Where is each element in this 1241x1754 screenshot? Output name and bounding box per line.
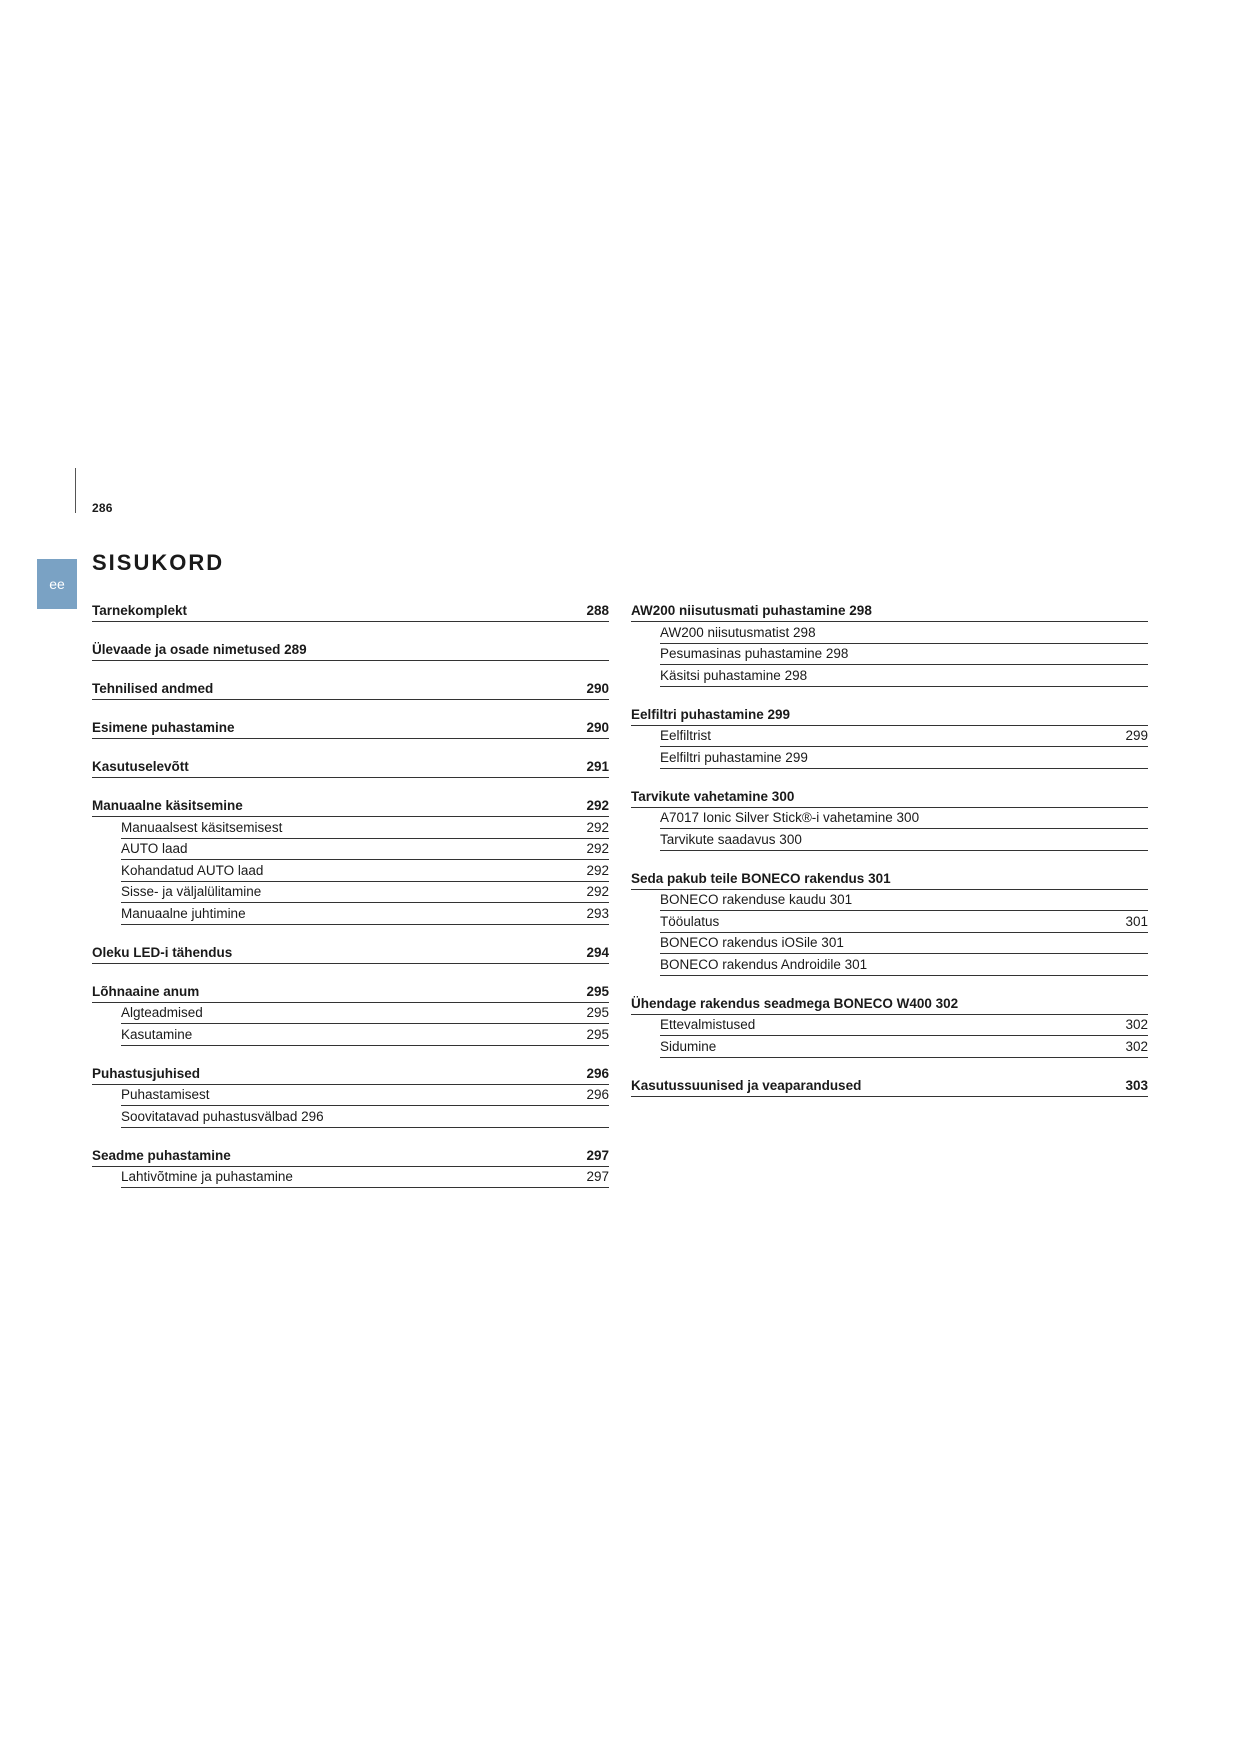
toc-subentry[interactable]: [121, 839, 609, 861]
toc-entry-title: Seda pakub teile BONECO rakendus 301: [631, 870, 891, 886]
toc-entry-title: Tehnilised andmed: [92, 681, 214, 696]
toc-entry-page: 291: [586, 759, 609, 774]
toc-subentry[interactable]: [660, 933, 1148, 955]
toc-entry[interactable]: [92, 942, 609, 964]
toc-entry-page: 294: [586, 944, 609, 960]
toc-entry-title: Tarnekomplekt: [92, 603, 188, 618]
toc-subentry-page: 292: [586, 884, 609, 899]
toc-subentry-title: A7017 Ionic Silver Stick®-i vahetamine 300: [660, 810, 920, 825]
toc-subentry-page: 302: [1125, 1038, 1148, 1054]
toc-subentry-title: Tööulatus: [660, 913, 720, 929]
toc-subentry-page: 295: [586, 1026, 609, 1042]
toc-subentry-title: Algteadmised: [121, 1005, 203, 1020]
toc-section: [92, 678, 609, 700]
toc-subentry[interactable]: [121, 1085, 609, 1107]
toc-entry-page: 297: [586, 1147, 609, 1163]
toc-subentry-title: Kasutamine: [121, 1026, 193, 1042]
toc-section: [92, 756, 609, 778]
toc-entry-title: Tarvikute vahetamine 300: [631, 788, 795, 804]
toc-entry-page: 288: [586, 603, 609, 618]
toc-section: [92, 981, 609, 1046]
page-title: SISUKORD: [92, 550, 225, 575]
toc-subentry[interactable]: [121, 817, 609, 839]
toc-subentry-title: Ettevalmistused: [660, 1017, 756, 1032]
toc-subentry-title: Manuaalne juhtimine: [121, 905, 246, 921]
toc-subentry-title: BONECO rakendus iOSile 301: [660, 935, 844, 950]
language-tab: [37, 559, 77, 609]
toc-subentry-page: 292: [586, 819, 609, 835]
toc-entry-title: Manuaalne käsitsemine: [92, 798, 243, 813]
toc-entry-page: 290: [586, 720, 609, 735]
toc-entry-title: Oleku LED-i tähendus: [92, 944, 233, 960]
toc-subentry-page: 292: [586, 862, 609, 878]
toc-subentry[interactable]: [121, 860, 609, 882]
toc-subentry-title: Eelfiltrist: [660, 728, 712, 743]
toc-subentry-page: 297: [586, 1169, 609, 1184]
toc-subentry-title: BONECO rakendus Androidile 301: [660, 956, 868, 972]
toc-subentry-title: Puhastamisest: [121, 1087, 210, 1102]
toc-entry[interactable]: [631, 600, 1148, 622]
toc-section: [92, 1145, 609, 1189]
toc-entry[interactable]: [92, 678, 609, 700]
toc-section: [631, 993, 1148, 1058]
toc-entry[interactable]: [92, 1063, 609, 1085]
toc-entry-title: Ühendage rakendus seadmega BONECO W400 302: [631, 995, 959, 1011]
toc-entry[interactable]: [92, 639, 609, 661]
toc-subentry-page: 296: [586, 1087, 609, 1102]
toc-entry[interactable]: [92, 1145, 609, 1167]
toc-entry[interactable]: [92, 717, 609, 739]
toc-entry-page: 292: [586, 798, 609, 813]
toc-subentry[interactable]: [660, 726, 1148, 748]
language-label: ee: [49, 576, 65, 592]
toc-entry-title: Ülevaade ja osade nimetused 289: [92, 642, 307, 657]
toc-subentry[interactable]: [660, 644, 1148, 666]
page-margin-rule: [75, 468, 76, 513]
toc-subentry[interactable]: [660, 829, 1148, 851]
toc-subentry[interactable]: [660, 1015, 1148, 1037]
toc-entry-title: Puhastusjuhised: [92, 1065, 201, 1081]
toc-section: [92, 942, 609, 964]
toc-subentry-page: 292: [586, 841, 609, 856]
toc-subentry-title: Soovitatavad puhastusvälbad 296: [121, 1108, 324, 1124]
toc-entry-page: 296: [586, 1065, 609, 1081]
toc-subentry[interactable]: [660, 808, 1148, 830]
toc-section: [92, 795, 609, 925]
toc-section: [631, 1075, 1148, 1097]
page-number: 286: [92, 501, 113, 515]
toc-section: [631, 600, 1148, 687]
toc-entry-title: Esimene puhastamine: [92, 720, 235, 735]
toc-entry[interactable]: [92, 981, 609, 1003]
toc-subentry-page: 293: [586, 905, 609, 921]
toc-subentry-title: Kohandatud AUTO laad: [121, 862, 264, 878]
toc-subentry-title: Sidumine: [660, 1038, 717, 1054]
toc-subentry-title: AW200 niisutusmatist 298: [660, 624, 816, 640]
toc-subentry-title: AUTO laad: [121, 841, 188, 856]
toc-subentry-title: BONECO rakenduse kaudu 301: [660, 892, 853, 907]
toc-section: [631, 786, 1148, 851]
toc-entry[interactable]: [631, 1075, 1148, 1097]
toc-subentry-title: Käsitsi puhastamine 298: [660, 667, 808, 683]
toc-subentry[interactable]: [121, 1024, 609, 1046]
toc-subentry[interactable]: [660, 665, 1148, 687]
toc-subentry-title: Tarvikute saadavus 300: [660, 831, 802, 847]
toc-entry-title: Lõhnaaine anum: [92, 983, 200, 999]
toc-column-left: [92, 600, 609, 1205]
toc-subentry[interactable]: [660, 911, 1148, 933]
toc-entry-title: AW200 niisutusmati puhastamine 298: [631, 603, 872, 618]
toc-subentry[interactable]: [121, 882, 609, 904]
toc-entry-page: 290: [586, 681, 609, 696]
toc-subentry-title: Manuaalsest käsitsemisest: [121, 819, 283, 835]
toc-entry[interactable]: [92, 756, 609, 778]
toc-entry-title: Eelfiltri puhastamine 299: [631, 706, 791, 722]
toc-subentry-page: 299: [1125, 728, 1148, 743]
toc-entry[interactable]: [92, 795, 609, 817]
toc-subentry[interactable]: [121, 1167, 609, 1189]
toc-entry-title: Seadme puhastamine: [92, 1147, 231, 1163]
toc-entry[interactable]: [631, 704, 1148, 726]
toc-subentry[interactable]: [660, 1036, 1148, 1058]
toc-entry-title: Kasutussuunised ja veaparandused: [631, 1077, 862, 1093]
toc-entry-page: 303: [1125, 1077, 1148, 1093]
toc-subentry-title: Pesumasinas puhastamine 298: [660, 646, 849, 661]
toc-section: [631, 868, 1148, 976]
toc-subentry[interactable]: [660, 954, 1148, 976]
toc-subentry[interactable]: [660, 747, 1148, 769]
toc-section: [92, 1063, 609, 1128]
toc-column-right: [631, 600, 1148, 1114]
toc-subentry[interactable]: [121, 1106, 609, 1128]
toc-entry-title: Kasutuselevõtt: [92, 759, 189, 774]
toc-section: [92, 600, 609, 622]
toc-subentry[interactable]: [121, 1003, 609, 1025]
toc-subentry-page: 301: [1125, 913, 1148, 929]
toc-entry[interactable]: [92, 600, 609, 622]
toc-subentry-title: Eelfiltri puhastamine 299: [660, 749, 808, 765]
toc-subentry-title: Sisse- ja väljalülitamine: [121, 884, 262, 899]
toc-entry[interactable]: [631, 993, 1148, 1015]
toc-subentry[interactable]: [660, 622, 1148, 644]
toc-entry[interactable]: [631, 868, 1148, 890]
toc-section: [92, 639, 609, 661]
toc-subentry[interactable]: [121, 903, 609, 925]
toc-entry-page: 295: [586, 983, 609, 999]
toc-subentry-page: 295: [586, 1005, 609, 1020]
toc-subentry-page: 302: [1125, 1017, 1148, 1032]
toc-section: [92, 717, 609, 739]
toc-subentry-title: Lahtivõtmine ja puhastamine: [121, 1169, 293, 1184]
toc-entry[interactable]: [631, 786, 1148, 808]
toc-section: [631, 704, 1148, 769]
toc-subentry[interactable]: [660, 890, 1148, 912]
